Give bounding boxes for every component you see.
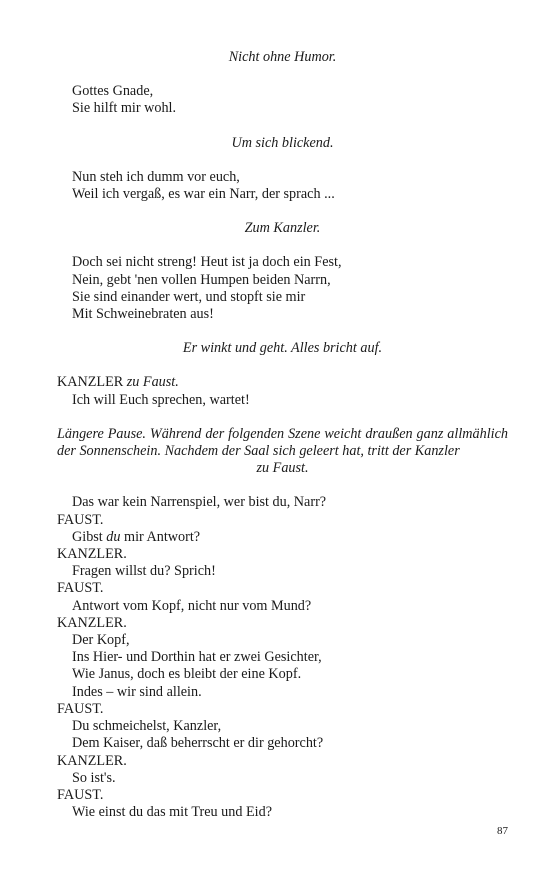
verse-line: Du schmeichelst, Kanzler, xyxy=(72,718,222,735)
verse-line: Sie hilft mir wohl. xyxy=(72,100,177,117)
speaker-heading: FAUST. xyxy=(57,700,104,717)
verse-line: Dem Kaiser, daß beherrscht er dir gehorcht? xyxy=(72,735,324,752)
verse-line: Gottes Gnade, xyxy=(72,83,154,100)
verse-line: Wie einst du das mit Treu und Eid? xyxy=(72,804,273,821)
speaker-heading xyxy=(57,374,508,391)
speaker-heading: KANZLER. xyxy=(57,752,127,769)
speaker-heading: FAUST. xyxy=(57,580,104,597)
verse-line: Ich will Euch sprechen, wartet! xyxy=(72,391,250,408)
verse-line: Sie sind einander wert, und stopft sie mir xyxy=(72,288,306,305)
verse-line: So ist's. xyxy=(72,769,116,786)
verse-line: Antwort vom Kopf, nicht nur vom Mund? xyxy=(72,597,312,614)
stage-direction: Um sich blickend. xyxy=(231,134,334,151)
stage-direction: Er winkt und geht. Alles bricht auf. xyxy=(182,340,383,357)
verse-line: Gibst du mir Antwort? xyxy=(72,528,201,545)
stage-direction: Zum Kanzler. xyxy=(244,220,321,237)
verse-line: Fragen willst du? Sprich! xyxy=(72,563,216,580)
speaker-direction: zu Faust. xyxy=(126,374,179,391)
verse-line: Weil ich vergaß, es war ein Narr, der sprach ... xyxy=(72,186,335,203)
verse-line: Ins Hier- und Dorthin hat er zwei Gesichter, xyxy=(72,649,322,666)
verse-line: Indes – wir sind allein. xyxy=(72,683,202,700)
verse-line: Wie Janus, doch es bleibt der eine Kopf. xyxy=(72,666,302,683)
page-number: 87 xyxy=(497,825,508,837)
verse-line: Doch sei nicht streng! Heut ist ja doch ein Fest, xyxy=(72,254,342,271)
verse-line: Das war kein Narrenspiel, wer bist du, Narr? xyxy=(72,494,327,511)
speaker-heading: FAUST. xyxy=(57,511,104,528)
stage-direction: Nicht ohne Humor. xyxy=(228,49,337,65)
page-body xyxy=(57,49,508,821)
verse-line: Nein, gebt 'nen vollen Humpen beiden Narrn, xyxy=(72,271,331,288)
verse-line: Nun steh ich dumm vor euch, xyxy=(72,168,240,185)
speaker-heading: FAUST. xyxy=(57,786,104,803)
verse-line: Mit Schweinebraten aus! xyxy=(72,306,214,323)
stage-direction-block: Längere Pause. Während der folgenden Szene weicht draußen ganz allmählich der Sonnenschein. Nachdem der Saal sich geleert hat, tritt der Kanzler zu Faust. xyxy=(57,425,508,477)
speaker-heading: KANZLER. xyxy=(57,614,127,631)
speaker-heading: KANZLER. xyxy=(57,546,127,563)
verse-line: Der Kopf, xyxy=(72,632,130,649)
speaker-name: KANZLER xyxy=(57,374,124,391)
